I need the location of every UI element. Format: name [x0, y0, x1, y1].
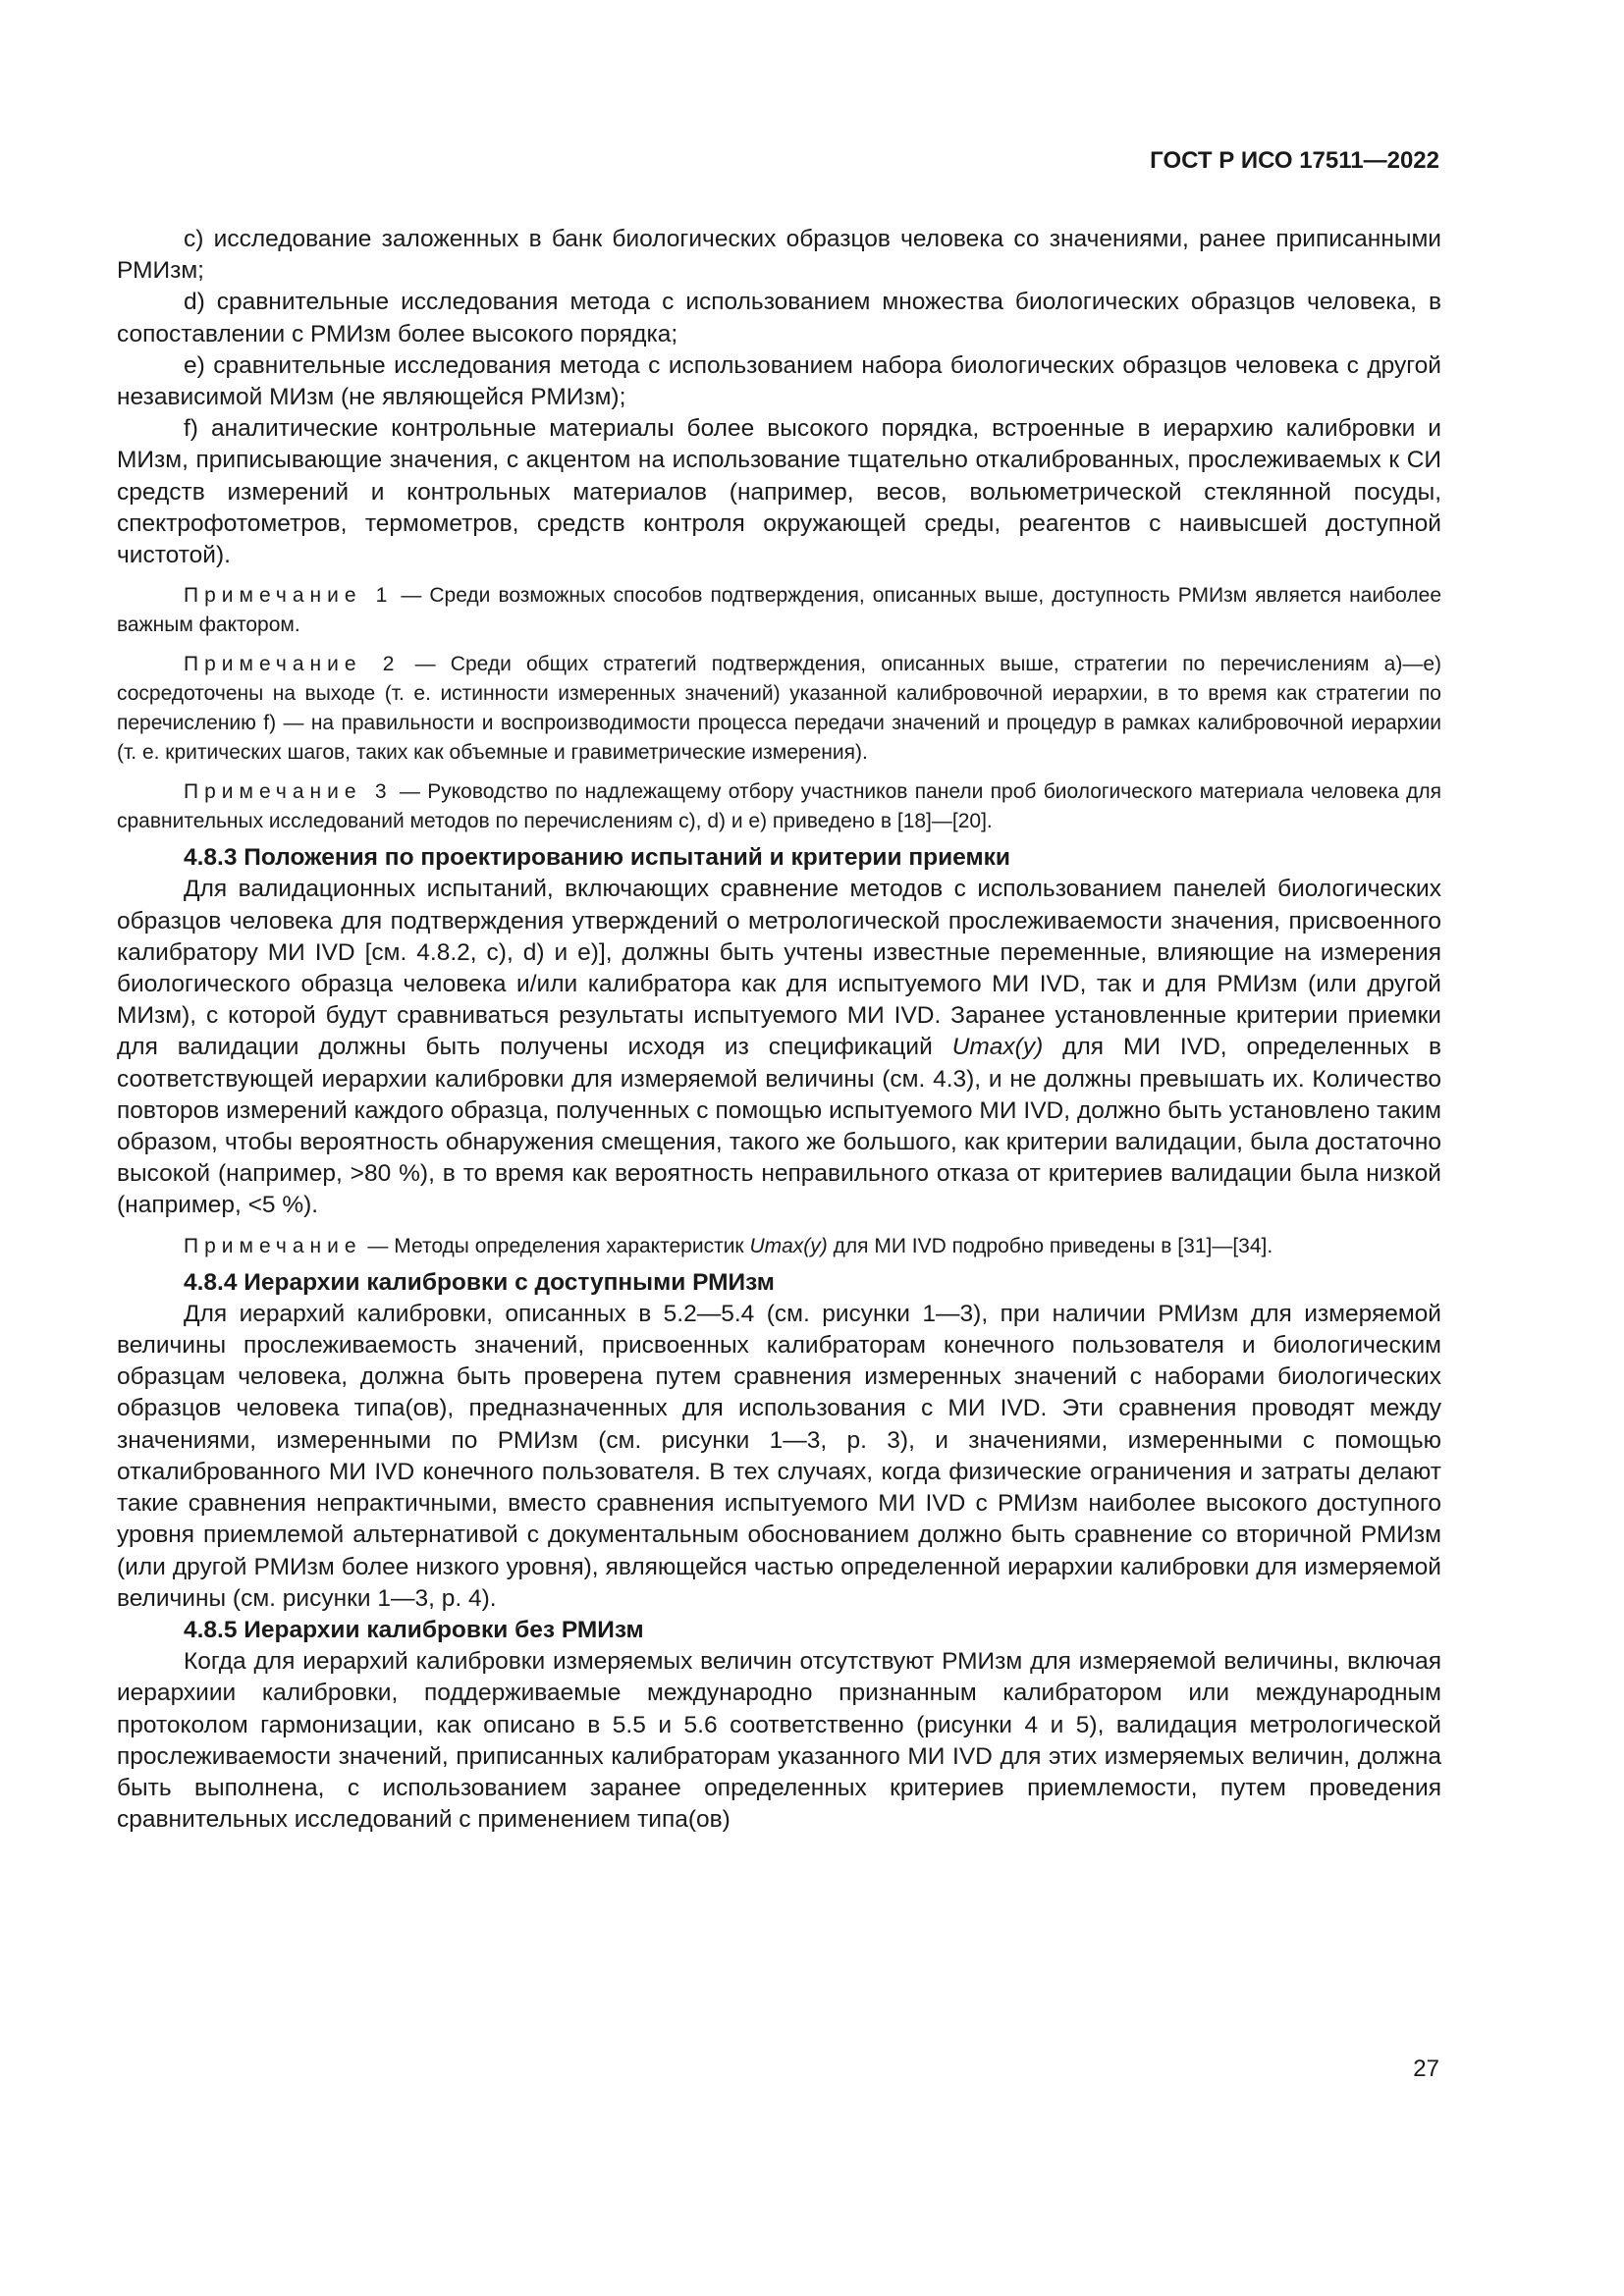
note-3-label: Примечание 3: [184, 780, 393, 804]
section-4-8-4-text: Для иерархий калибровки, описанных в 5.2—5.4 (см. рисунки 1—3), при наличии РМИзм для измеряемой величины прослеживаемость значений, присвоенных калибраторам конечного пользователя и биологическим образцам человека, должна быть проверена путем сравнения измеренных значений с наборами биологических образцов человека типа(ов), предназначенных для использования с МИ IVD. Эти сравнения проводят между значениями, измеренными по РМИзм (см. рисунки 1—3, р. 3), и значениями, измеренными с помощью откалиброванного МИ IVD конечного пользователя. В тех случаях, когда физические ограничения и затраты делают такие сравнения непрактичными, вместо сравнения испытуемого МИ IVD с РМИзм наиболее высокого доступного уровня приемлемой альтернативой с документальным обоснованием должно быть сравнение со вторичной РМИзм (или другой РМИзм более низкого уровня), являющейся частью определенной иерархии калибровки для измеряемой величины (см. рисунки 1—3, р. 4).: [117, 1300, 1441, 1612]
note-2-label: Примечание 2: [184, 653, 401, 676]
page-number: 27: [1413, 2056, 1439, 2082]
document-body: [117, 224, 1441, 1836]
section-4-8-4-title: 4.8.4 Иерархии калибровки с доступными РМИзм: [184, 1268, 775, 1296]
note-4-text-b: для МИ IVD подробно приведены в [31]—[34].: [827, 1234, 1273, 1257]
section-4-8-5-text: Когда для иерархий калибровки измеряемых величин отсутствуют РМИзм для измеряемой величины, включая иерархиии калибровки, поддерживаемые международно признанным калибратором или международным протоколом гармонизации, как описано в 5.5 и 5.6 соответственно (рисунки 4 и 5), валидация метрологической прослеживаемости значений, приписанных калибраторам указанного МИ IVD для этих измеряемых величин, должна быть выполнена, с использованием заранее определенных критериев приемлемости, путем проведения сравнительных исследований с применением типа(ов): [117, 1648, 1441, 1834]
list-item-f: f) аналитические контрольные материалы более высокого порядка, встроенные в иерархию калибровки и МИзм, приписывающие значения, с акцентом на использование тщательно откалиброванных, прослеживаемых к СИ средств измерений и контрольных материалов (например, весов, вольюметрической стеклянной посуды, спектрофотометров, термометров, средств контроля окружающей среды, реагентов с наивысшей доступной чистотой).: [117, 415, 1441, 569]
note-3: [117, 777, 1441, 836]
section-4-8-3-title: 4.8.3 Положения по проектированию испытаний и критерии приемки: [184, 844, 1010, 872]
note-4-text-a: — Методы определения характеристик: [361, 1234, 750, 1257]
note-4-label: Примечание: [184, 1234, 362, 1257]
note-1-label: Примечание 1: [184, 584, 394, 608]
list-item-d: d) сравнительные исследования метода с использованием множества биологических образцов человека, в сопоставлении с РМИзм более высокого порядка;: [117, 289, 1441, 347]
list-item-e: e) сравнительные исследования метода с использованием набора биологических образцов человека с другой независимой МИзм (не являющейся РМИзм);: [117, 351, 1441, 411]
section-4-8-5-title: 4.8.5 Иерархии калибровки без РМИзм: [184, 1616, 644, 1643]
section-4-8-3-text-a: Для валидационных испытаний, включающих сравнение методов с использованием панелей биологических образцов человека для подтверждения утверждений о метрологической прослеживаемости значения, присвоенного калибратору МИ IVD [см. 4.8.2, c), d) и e)], должны быть учтены известные переменные, влияющие на измерения биологического образца человека и/или калибратора как для испытуемого МИ IVD, так и для РМИзм (или другой МИзм), с которой будут сравниваться результаты испытуемого МИ IVD. Заранее установленные критерии приемки для валидации должны быть получены исходя из спецификаций: [117, 876, 1441, 1061]
note-2-text: — Среди общих стратегий подтверждения, описанных выше, стратегии по перечислениям a)—e) сосредоточены на выходе (т. е. истинности измеренных значений) указанной калибровочной иерархии, в то время как стратегии по перечислению f) — на правильности и воспроизводимости процесса передачи значений и процедур в рамках калибровочной иерархии (т. е. критических шагов, таких как объемные и гравиметрические измерения).: [117, 653, 1441, 765]
document-code-header: ГОСТ Р ИСО 17511—2022: [1150, 147, 1439, 174]
umax-formula: Umax(y): [951, 1034, 1044, 1061]
note-1-text: — Среди возможных способов подтверждения, описанных выше, доступность РМИзм является наиболее важным фактором.: [117, 584, 1441, 637]
section-4-8-3-text-b: для МИ IVD, определенных в соответствующей иерархии калибровки для измеряемой величины (см. 4.3), и не должны превышать их. Количество повторов измерений каждого образца, полученных с помощью испытуемого МИ IVD, должно быть установлено таким образом, чтобы вероятность обнаружения смещения, такого же большого, как критерии валидации, была достаточно высокой (например, >80 %), в то время как вероятность неправильного отказа от критериев валидации была низкой (например, <5 %).: [117, 1034, 1441, 1219]
note-2: [117, 650, 1441, 768]
note-3-text: — Руководство по надлежащему отбору участников панели проб биологического материала человека для сравнительных исследований методов по перечислениям c), d) и e) приведено в [18]—[20].: [117, 780, 1441, 833]
note-4-umax-formula: Umax(y): [749, 1234, 828, 1257]
list-item-c: c) исследование заложенных в банк биологических образцов человека со значениями, ранее приписанными РМИзм;: [117, 226, 1441, 285]
note-4: [117, 1232, 1441, 1261]
note-1: [117, 581, 1441, 640]
section-4-8-3-text: [117, 874, 1441, 1221]
